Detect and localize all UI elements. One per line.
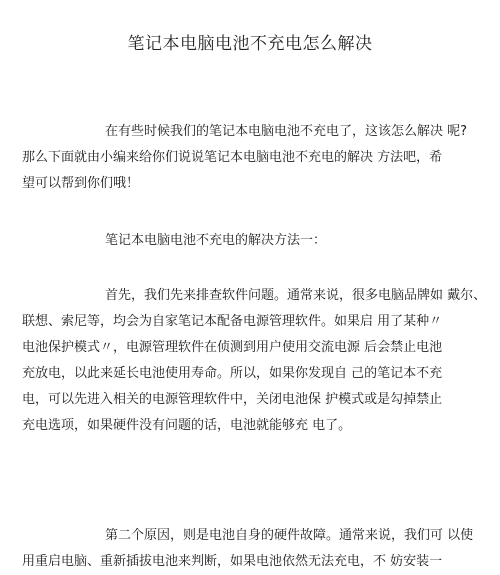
section-heading-method-one xyxy=(22,228,482,254)
text-line: 充电选项，如果硬件没有问题的话，电池就能够充 电了。 xyxy=(22,418,352,433)
text-line: 充放电，以此来延长电池使用寿命。所以，如果你发现自 己的笔记本不充 xyxy=(22,366,443,381)
paragraph-software-check xyxy=(22,283,487,439)
text-line: 第二个原因，则是电池自身的硬件故障。通常来说，我们可 以使 xyxy=(105,528,474,543)
text-line: 那么下面就由小编来给你们说说笔记本电脑电池不充电的解决 方法吧，希 xyxy=(22,150,443,165)
text-line: 笔记本电脑电池不充电的解决方法一： xyxy=(105,233,327,248)
page-title: 笔记本电脑电池不充电怎么解决 xyxy=(127,34,373,54)
text-line: 联想、索尼等，均会为自家笔记本配备电源管理软件。如果启 用了某种〃 xyxy=(22,314,443,329)
paragraph-intro xyxy=(22,119,482,197)
text-line: 电，可以先进入相关的电源管理软件中，关闭电池保 护模式或是勾掉禁止 xyxy=(22,392,443,407)
paragraph-hardware-fault xyxy=(22,523,482,575)
text-line: 在有些时候我们的笔记本电脑电池不充电了，这该怎么解决 呢? xyxy=(105,124,468,139)
text-line: 望可以帮到你们哦！ xyxy=(22,176,140,191)
text-line: 用重启电脑、重新插拔电池来判断，如果电池依然无法充电，不 妨安装一 xyxy=(22,554,443,569)
text-line: 首先，我们先来排查软件问题。通常来说，很多电脑品牌如 戴尔、 xyxy=(105,288,487,303)
text-line: 电池保护模式〃，电源管理软件在侦测到用户使用交流电源 后会禁止电池 xyxy=(22,340,443,355)
